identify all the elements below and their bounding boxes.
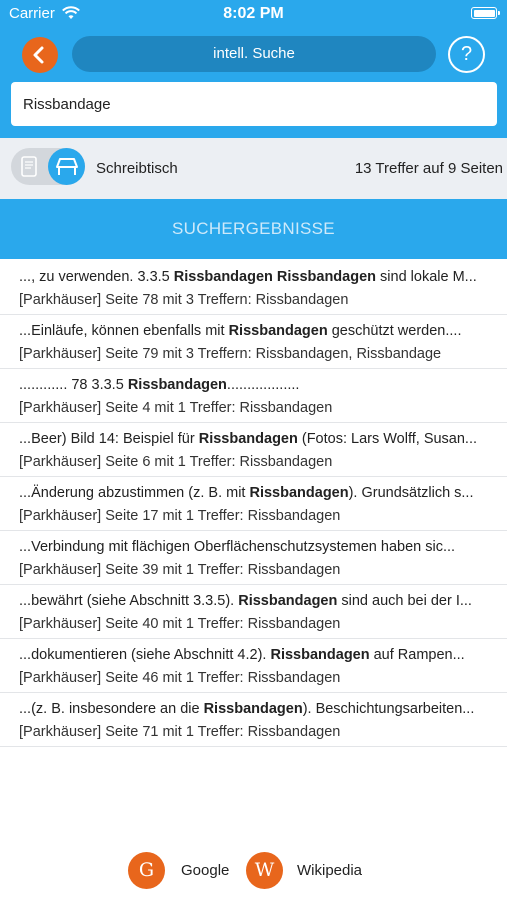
scope-label: Schreibtisch — [96, 160, 178, 177]
result-item[interactable] — [0, 693, 507, 747]
search-input[interactable] — [11, 82, 497, 126]
wikipedia-link[interactable]: Wikipedia — [297, 862, 363, 879]
result-meta: [Parkhäuser] Seite 6 mit 1 Treffer: Rissbandagen — [19, 454, 333, 470]
result-item[interactable] — [0, 531, 507, 585]
page-title: intell. Suche — [72, 36, 436, 72]
result-item[interactable] — [0, 369, 507, 423]
result-snippet: ............ 78 3.3.5 Rissbandagen.................. — [19, 377, 300, 393]
result-meta: [Parkhäuser] Seite 17 mit 1 Treffer: Rissbandagen — [19, 508, 341, 524]
result-snippet: ...Einläufe, können ebenfalls mit Rissbandagen geschützt werden.... — [19, 323, 462, 339]
result-snippet: ...dokumentieren (siehe Abschnitt 4.2). Rissbandagen auf Rampen... — [19, 647, 465, 663]
google-link[interactable]: Google — [181, 862, 230, 879]
result-snippet: ..., zu verwenden. 3.3.5 Rissbandagen Rissbandagen sind lokale M... — [19, 269, 477, 285]
result-item[interactable] — [0, 585, 507, 639]
result-snippet: ...(z. B. insbesondere an die Rissbandagen). Beschichtungsarbeiten... — [19, 701, 475, 717]
battery-icon — [471, 7, 497, 19]
back-button[interactable] — [22, 37, 58, 73]
hits-summary: 13 Treffer auf 9 Seiten — [354, 160, 503, 177]
google-icon[interactable]: G — [128, 852, 165, 889]
result-meta: [Parkhäuser] Seite 78 mit 3 Treffern: Rissbandagen — [19, 292, 349, 308]
status-bar — [0, 0, 507, 28]
result-meta: [Parkhäuser] Seite 79 mit 3 Treffern: Rissbandagen, Rissbandage — [19, 346, 442, 362]
status-time: 8:02 PM — [223, 5, 284, 22]
help-button[interactable]: ? — [448, 36, 485, 73]
result-meta: [Parkhäuser] Seite 39 mit 1 Treffer: Rissbandagen — [19, 562, 341, 578]
result-snippet: ...bewährt (siehe Abschnitt 3.3.5). Rissbandagen sind auch bei der I... — [19, 593, 472, 609]
search-scope-bar — [0, 138, 507, 199]
result-meta: [Parkhäuser] Seite 46 mit 1 Treffer: Rissbandagen — [19, 670, 341, 686]
result-snippet: ...Beer) Bild 14: Beispiel für Rissbandagen (Fotos: Lars Wolff, Susan... — [19, 431, 478, 447]
result-meta: [Parkhäuser] Seite 4 mit 1 Treffer: Rissbandagen — [19, 400, 333, 416]
scope-toggle[interactable] — [11, 148, 85, 185]
carrier-label: Carrier — [9, 5, 55, 22]
result-item[interactable] — [0, 477, 507, 531]
book-icon — [21, 156, 37, 177]
external-search-footer — [0, 852, 507, 890]
toggle-knob — [48, 148, 85, 185]
result-item[interactable] — [0, 261, 507, 315]
desk-icon — [55, 157, 79, 176]
result-meta: [Parkhäuser] Seite 71 mit 1 Treffer: Rissbandagen — [19, 724, 341, 740]
chevron-left-icon — [22, 37, 58, 73]
result-item[interactable] — [0, 315, 507, 369]
result-item[interactable] — [0, 423, 507, 477]
results-list — [0, 261, 507, 747]
result-snippet: ...Änderung abzustimmen (z. B. mit Rissbandagen). Grundsätzlich s... — [19, 485, 474, 501]
results-header: SUCHERGEBNISSE — [0, 199, 507, 259]
top-bar — [0, 0, 507, 138]
result-snippet: ...Verbindung mit flächigen Oberflächenschutzsystemen haben sic... — [19, 539, 456, 555]
result-meta: [Parkhäuser] Seite 40 mit 1 Treffer: Rissbandagen — [19, 616, 341, 632]
wikipedia-icon[interactable]: W — [246, 852, 283, 889]
result-item[interactable] — [0, 639, 507, 693]
